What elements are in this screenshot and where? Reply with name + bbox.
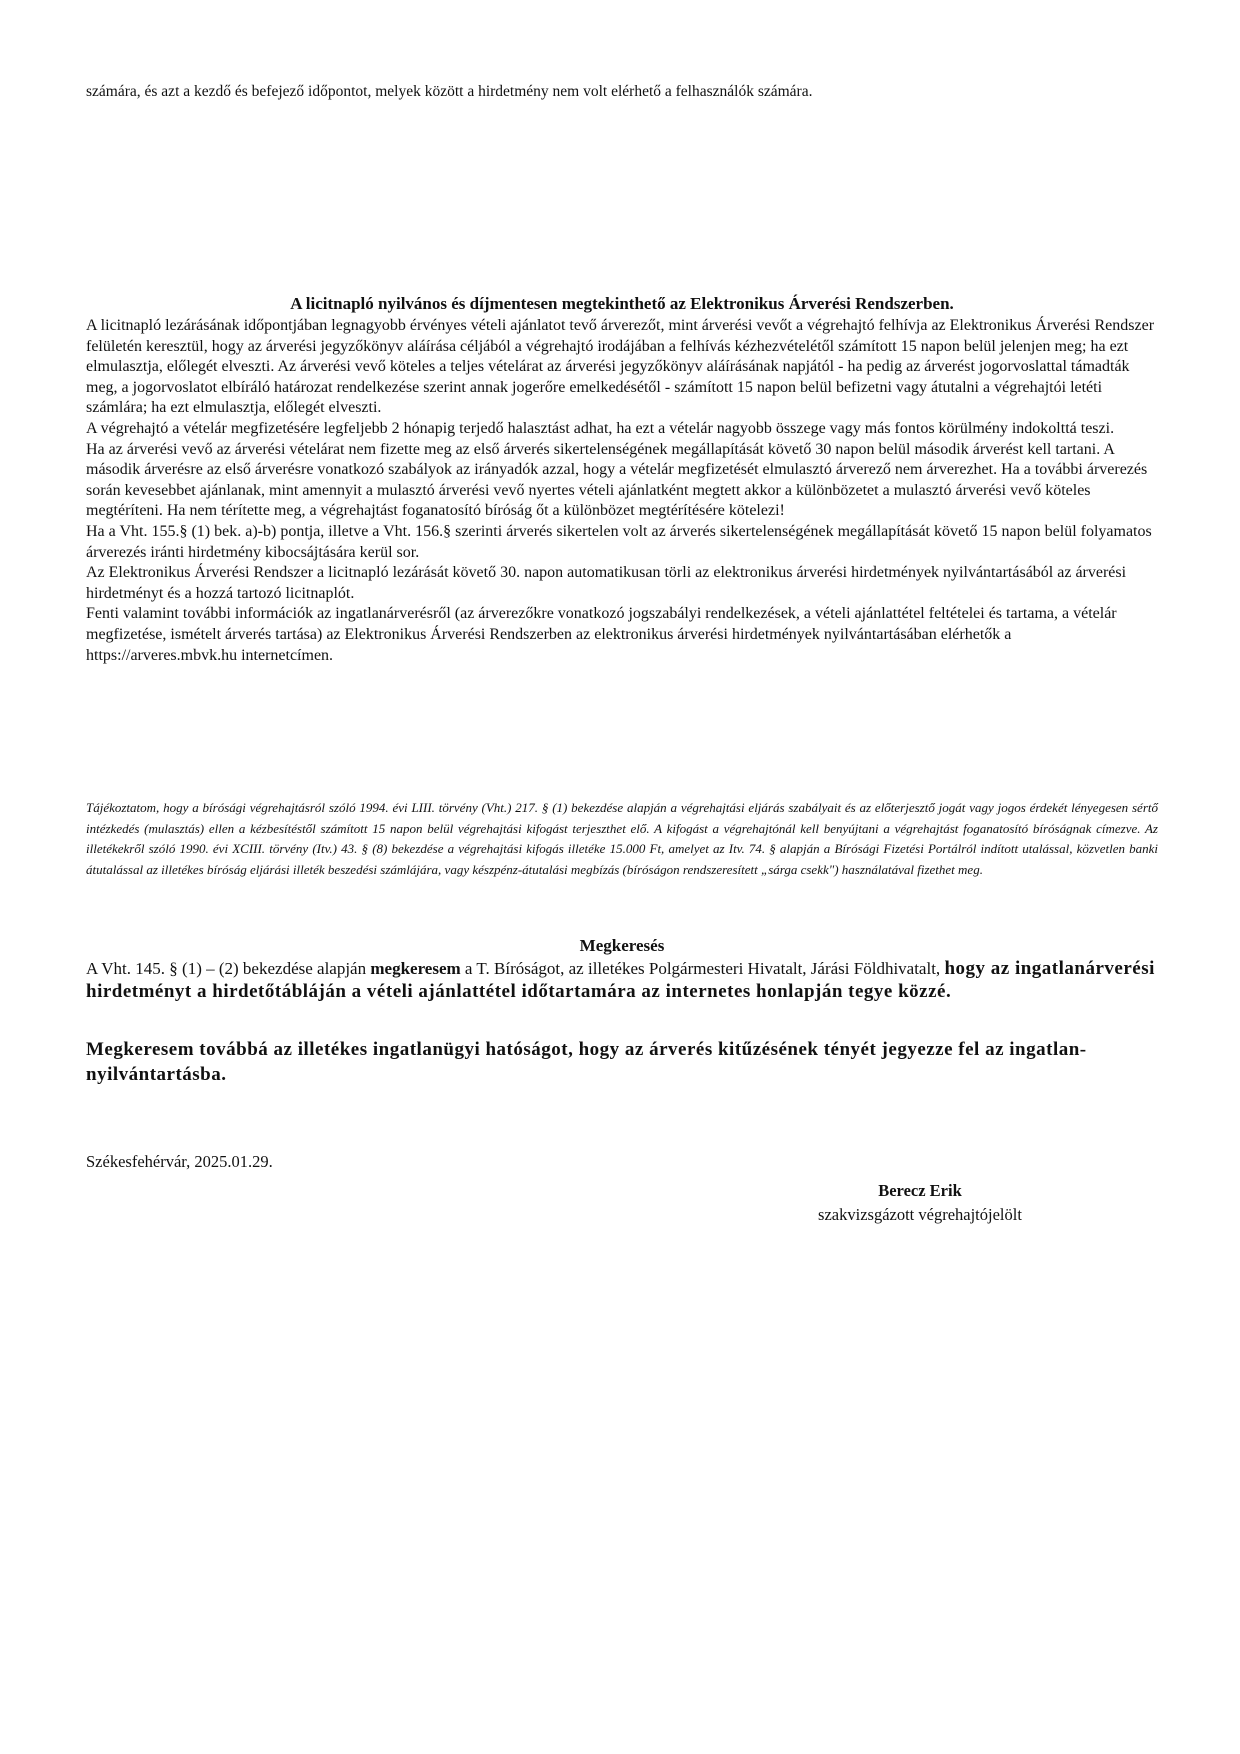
signer-name: Berecz Erik: [878, 1181, 962, 1200]
request-intro-bold: megkeresem: [370, 959, 461, 978]
auction-rules-body: [86, 316, 1158, 666]
paragraph: Ha az árverési vevő az árverési vételárat nem fizette meg az első árverés sikertelenségének megállapítását követő 30 napon belül második árverést kell tartani. A második árverésre az első árverésre vonatkozó szabályok az irányadók azzal, hogy a vételár megfizetését elmulasztó árverező nem árverezhet. Ha a további árverezés során kevesebbet ajánlanak, mint amennyit a mulasztó árverési vevő nyertes vételi ajánlatként megtett akkor a különbözetet a mulasztó árverési vevő köteles megtéríteni. Ha nem térítette meg, a végrehajtást foganatosító bíróság őt a különbözet megtérítésére kötelezi!: [86, 440, 1148, 520]
request-intro: A Vht. 145. § (1) – (2) bekezdése alapján: [86, 959, 371, 978]
request-body: [86, 958, 1158, 1003]
legal-notice-text: Tájékoztatom, hogy a bírósági végrehajtásról szóló 1994. évi LIII. törvény (Vht.) 217. § (1) bekezdése alapján a végrehajtási eljárás szabályait és az előterjesztő jogát vagy jogos érdekét lényegesen sértő intézkedés (mulasztás) ellen a kézbesítéstől számított 15 napon belül végrehajtási kifogást terjeszthet elő. A kifogást a végrehajtónál kell benyújtani a végrehajtást foganatosító bíróságnak címezve. Az illetékekről szóló 1990. évi XCIII. törvény (Itv.) 43. § (8) bekezdése a végrehajtási kifogás illetéke 15.000 Ft, amelyet az Itv. 74. § alapján a Bírósági Fizetési Portálról indított utalással, közvetlen banki átutalással az illetékes bíróság eljárási illeték beszedési számlájára, vagy készpénz-átutalási megbízás (bíróságon rendszeresített „sárga csekk") használatával fizethet meg.: [86, 800, 1158, 877]
request-intro-rest: a T. Bíróságot, az illetékes Polgármesteri Hivatalt, Járási Földhivatalt,: [460, 959, 945, 978]
legal-notice: [86, 798, 1158, 880]
paragraph: Fenti valamint további információk az ingatlanárverésről (az árverezőkre vonatkozó jogszabályi rendelkezések, a vételi ajánlattétel feltételei és tartama, a vételár megfizetése, ismételt árverés tartása) az Elektronikus Árverési Rendszerben az elektronikus árverési hirdetmények nyilvántartásában elérhetők a https://arveres.mbvk.hu internetcímen.: [86, 605, 1117, 664]
paragraph: A végrehajtó a vételár megfizetésére legfeljebb 2 hónapig terjedő halasztást adhat, ha ezt a vételár nagyobb összege vagy más fontos körülmény indokolttá teszi.: [86, 419, 1115, 437]
request-second: Megkeresem továbbá az illetékes ingatlanügyi hatóságot, hogy az árverés kitűzésének tényét jegyezze fel az ingatlan-nyilvántartásba.: [86, 1039, 1087, 1085]
paragraph: Ha a Vht. 155.§ (1) bek. a)-b) pontja, illetve a Vht. 156.§ szerinti árverés sikertelen volt az árverés sikertelenségének megállapítását követő 15 napon belül folyamatos árverezés iránti hirdetmény kibocsájtására kerül sor.: [86, 522, 1152, 561]
request-title: Megkeresés: [579, 936, 665, 955]
paragraph: A licitnapló lezárásának időpontjában legnagyobb érvényes vételi ajánlatot tevő árverezőt, mint árverési vevőt a végrehajtó felhívja az Elektronikus Árverési Rendszer felületén keresztül, hogy az árverési jegyzőkönyv aláírása céljából a végrehajtó irodájában a felhívás kézhezvételétől számított 15 napon belül jelenjen meg; ha ezt elmulasztja, előlegét elveszti. Az árverési vevő köteles a teljes vételárat az árverési jegyzőkönyv aláírásának napjától - ha pedig az árverést jogorvoslattal támadták meg, a jogorvoslatot elbíráló határozat rendelkezése szerint annak jogerőre emelkedésétől - számított 15 napon belül befizetni vagy átutalni a végrehajtói letéti számlára; ha ezt elmulasztja, előlegét elveszti.: [86, 317, 1155, 417]
paragraph: Az Elektronikus Árverési Rendszer a licitnapló lezárását követő 30. napon automatikusan törli az elektronikus árverési hirdetmények nyilvántartásából az árverési hirdetményt és a hozzá tartozó licitnaplót.: [86, 564, 1127, 602]
request-paragraph: [86, 958, 1158, 1003]
signer-role: szakvizsgázott végrehajtójelölt: [818, 1205, 1022, 1224]
continued-text-line: számára, és azt a kezdő és befejező időpontot, melyek között a hirdetmény nem volt elérhető a felhasználók számára.: [86, 83, 813, 100]
section-title: A licitnapló nyilvános és díjmentesen megtekinthető az Elektronikus Árverési Rendszerben.: [290, 294, 954, 313]
request-intro-bold2: hogy az ingatlanárverési hirdetményt a hirdetőtábláján a vételi ajánlattétel időtartamára az internetes honlapján tegye közzé.: [86, 958, 1155, 1002]
place-date: Székesfehérvár, 2025.01.29.: [86, 1152, 273, 1171]
